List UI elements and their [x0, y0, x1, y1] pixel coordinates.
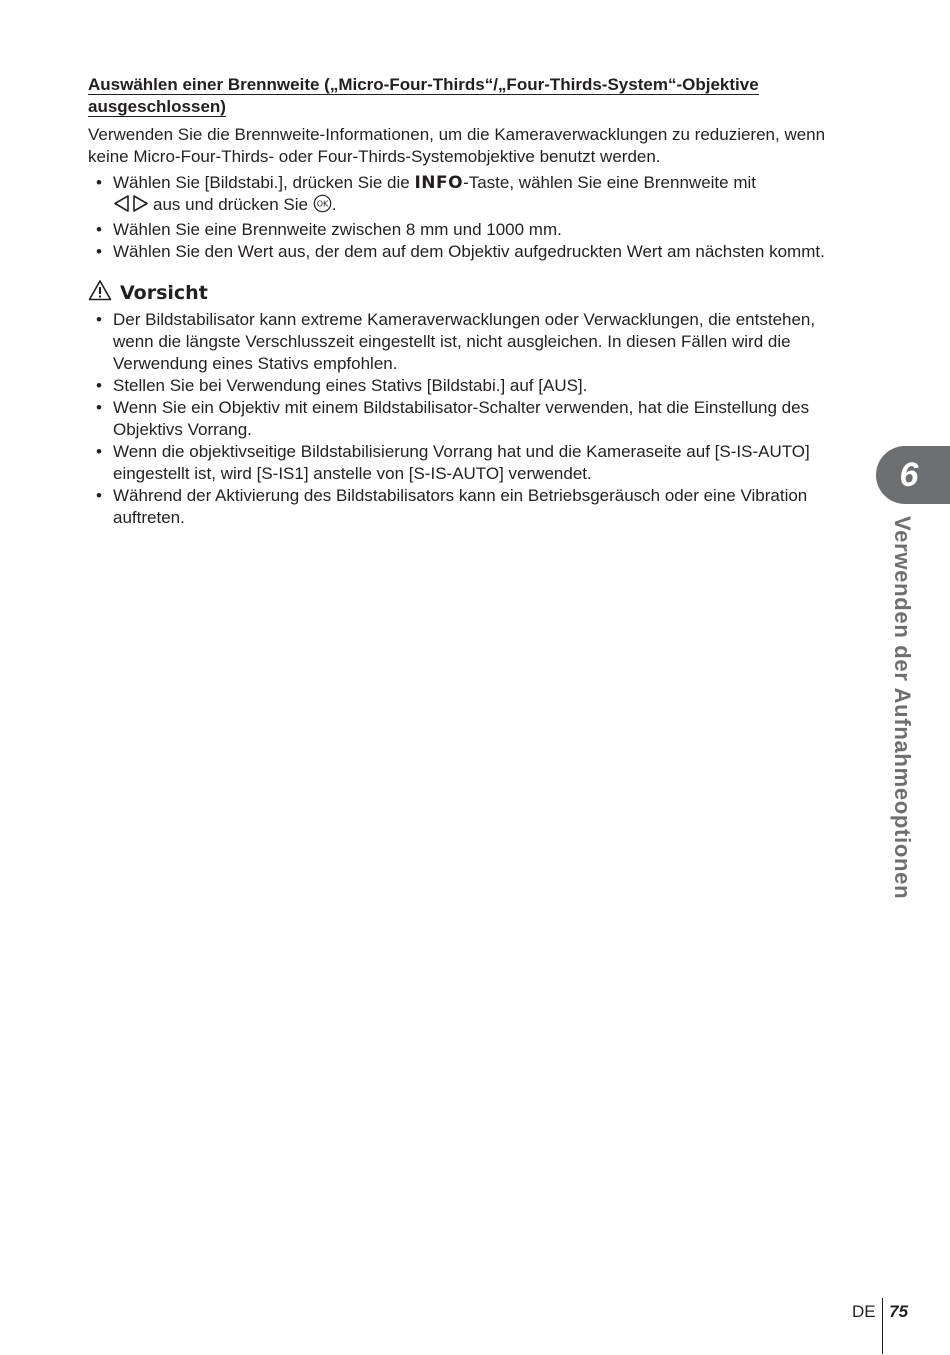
list-item: • Wählen Sie den Wert aus, der dem auf dem Objektiv aufgedruckten Wert am nächsten kommt. [96, 242, 825, 261]
list-item: • Wählen Sie eine Brennweite zwischen 8 mm und 1000 mm. [96, 220, 562, 239]
page-content [88, 74, 848, 529]
page-footer [852, 1298, 908, 1326]
info-button-label: INFO [414, 173, 464, 193]
list-item: • Wenn Sie ein Objektiv mit einem Bildstabilisator-Schalter verwenden, hat die Einstellung des Objektivs Vorrang. [96, 398, 810, 439]
instruction-list [88, 172, 848, 263]
list-item: • Wenn die objektivseitige Bildstabilisierung Vorrang hat und die Kameraseite auf [S-IS-AUTO] eingestellt ist, wird [S-IS1] anstelle von [S-IS-AUTO] verwendet. [96, 442, 810, 483]
caution-list [88, 309, 848, 529]
left-right-arrows-icon [113, 195, 149, 218]
caution-header [88, 279, 848, 306]
list-item: • Der Bildstabilisator kann extreme Kameraverwacklungen oder Verwacklungen, die entstehen, wenn die längste Verschlusszeit eingestellt ist, nicht ausgleichen. In diesen Fällen wird die Verwendung eines Stativs empfohlen. [96, 310, 816, 373]
chapter-number: 6 [899, 455, 919, 494]
warning-triangle-icon [88, 279, 112, 306]
section-heading: Auswählen einer Brennweite („Micro-Four-Thirds“/„Four-Thirds-System“-Objektive ausgeschlossen) [88, 75, 759, 116]
svg-text:OK: OK [316, 199, 329, 209]
list-item: • Wählen Sie [Bildstabi.], drücken Sie die INFO-Taste, wählen Sie eine Brennweite mit aus und drücken Sie OK . [88, 172, 848, 219]
page-number: 75 [889, 1302, 909, 1321]
language-code: DE [852, 1302, 876, 1321]
chapter-tab [876, 446, 950, 504]
caution-title: Vorsicht [120, 281, 208, 304]
footer-divider [882, 1298, 884, 1354]
ok-button-icon [313, 194, 332, 219]
list-item: • Stellen Sie bei Verwendung eines Stativs [Bildstabi.] auf [AUS]. [96, 376, 588, 395]
list-item: • Während der Aktivierung des Bildstabilisators kann ein Betriebsgeräusch oder eine Vibration auftreten. [96, 486, 808, 527]
intro-paragraph: Verwenden Sie die Brennweite-Informationen, um die Kameraverwacklungen zu reduzieren, wenn keine Micro-Four-Thirds- oder Four-Thirds-Systemobjektive benutzt werden. [88, 125, 826, 166]
chapter-title: Verwenden der Aufnahmeoptionen [890, 516, 915, 900]
